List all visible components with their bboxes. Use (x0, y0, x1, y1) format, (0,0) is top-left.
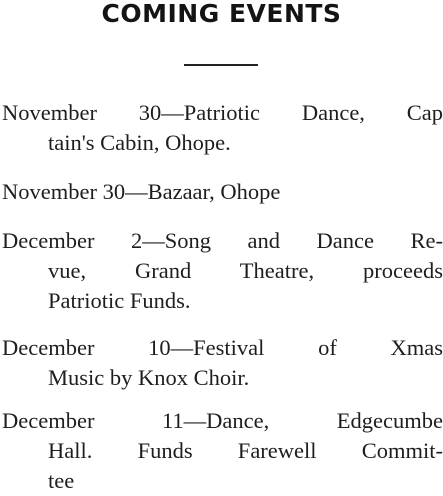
event-line: Hall. Funds Farewell Commit- (48, 438, 443, 463)
event-line: November 30—Bazaar, Ohope (2, 179, 281, 204)
event-entry (0, 98, 443, 158)
heading-rule (184, 64, 258, 66)
event-line: tain's Cabin, Ohope. (48, 130, 231, 155)
event-line: December 2—Song and Dance Re- (2, 228, 443, 253)
event-line: vue, Grand Theatre, proceeds (48, 258, 443, 283)
event-entry (0, 406, 443, 496)
event-line: December 10—Festival of Xmas (2, 335, 443, 360)
page-heading: COMING EVENTS (101, 0, 342, 28)
event-line: November 30—Patriotic Dance, Cap (2, 100, 443, 125)
event-entry (0, 177, 443, 207)
event-line: December 11—Dance, Edgecumbe (2, 408, 443, 433)
event-line: Music by Knox Choir. (48, 365, 250, 390)
event-entry (0, 226, 443, 316)
event-line: Patriotic Funds. (48, 288, 191, 313)
event-entry (0, 333, 443, 393)
event-line: tee (48, 468, 75, 493)
